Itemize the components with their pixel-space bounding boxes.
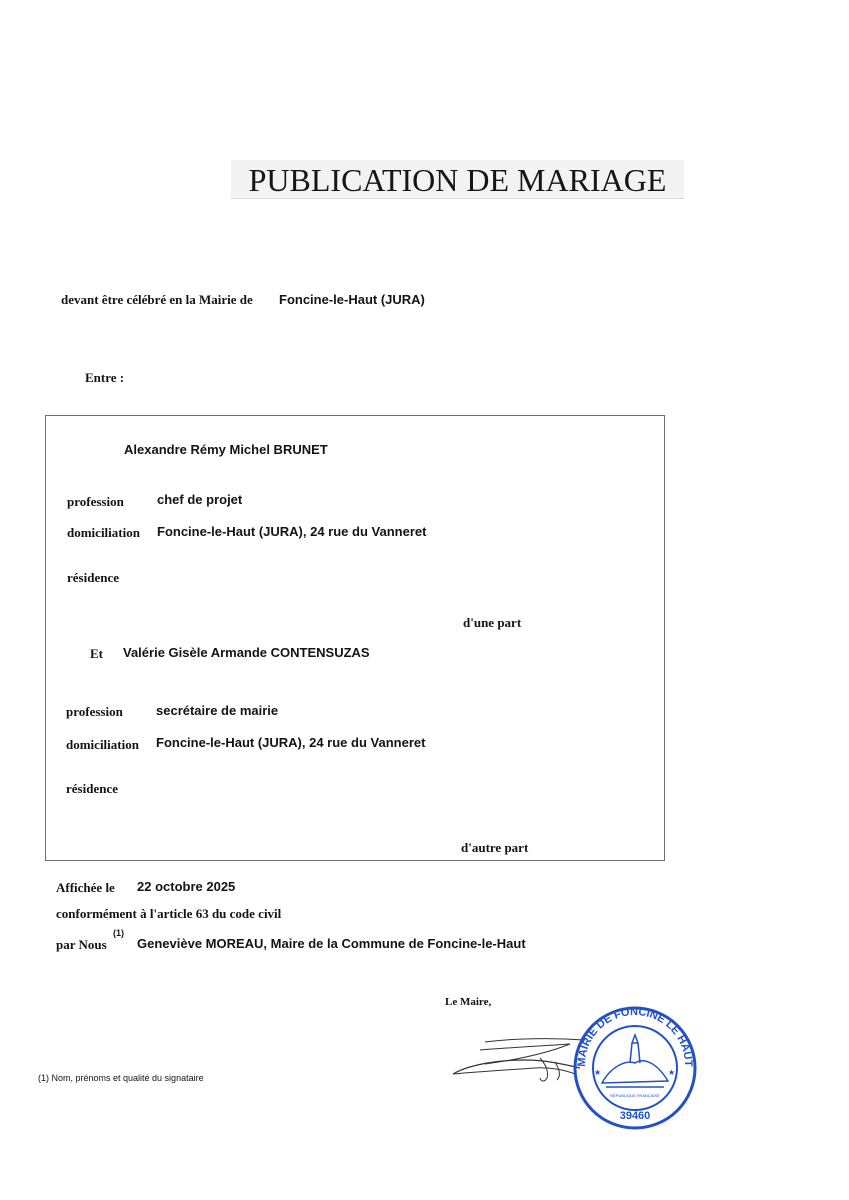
party1-domiciliation-label: domiciliation [67, 525, 140, 540]
affichee-label: Affichée le [56, 880, 115, 895]
parties-box [45, 415, 665, 861]
party2-profession: secrétaire de mairie [156, 703, 279, 718]
svg-text:★: ★ [668, 1068, 676, 1077]
party1-part-label: d'une part [463, 615, 522, 630]
affichee-date: 22 octobre 2025 [137, 879, 236, 894]
party1-profession-label: profession [67, 494, 124, 509]
party1-residence-label: résidence [67, 570, 119, 585]
stamp-republique: RÉPUBLIQUE FRANÇAISE [610, 1093, 660, 1098]
party2-domiciliation-label: domiciliation [66, 737, 139, 752]
venue: Foncine-le-Haut (JURA) [279, 292, 425, 307]
party1-name: Alexandre Rémy Michel BRUNET [124, 442, 328, 457]
svg-text:★: ★ [594, 1068, 602, 1077]
party1-profession: chef de projet [157, 492, 243, 507]
party1-domiciliation: Foncine-le-Haut (JURA), 24 rue du Vanneret [157, 524, 427, 539]
stamp-code: 39460 [619, 1110, 651, 1122]
par-nous-label: par Nous [56, 937, 107, 952]
party2-part-label: d'autre part [461, 840, 529, 855]
entre-label: Entre : [85, 370, 125, 385]
footnote-marker: (1) [113, 928, 124, 938]
footnote: (1) Nom, prénoms et qualité du signataire [38, 1073, 204, 1083]
party2-name: Valérie Gisèle Armande CONTENSUZAS [123, 645, 370, 660]
venue-prefix: devant être célébré en la Mairie de [61, 292, 253, 307]
et-label: Et [90, 646, 103, 661]
stamp-text: MAIRIE DE FONCINE LE HAUT [575, 1005, 695, 1068]
mairie-stamp [572, 1005, 698, 1131]
le-maire-label: Le Maire, [445, 996, 492, 1008]
signatory: Geneviève MOREAU, Maire de la Commune de Foncine-le-Haut [137, 936, 526, 951]
article-text: conformément à l'article 63 du code civil [56, 906, 282, 921]
party2-residence-label: résidence [66, 781, 118, 796]
document-title: PUBLICATION DE MARIAGE [231, 160, 684, 199]
party2-domiciliation: Foncine-le-Haut (JURA), 24 rue du Vanneret [156, 735, 426, 750]
party2-profession-label: profession [66, 704, 123, 719]
